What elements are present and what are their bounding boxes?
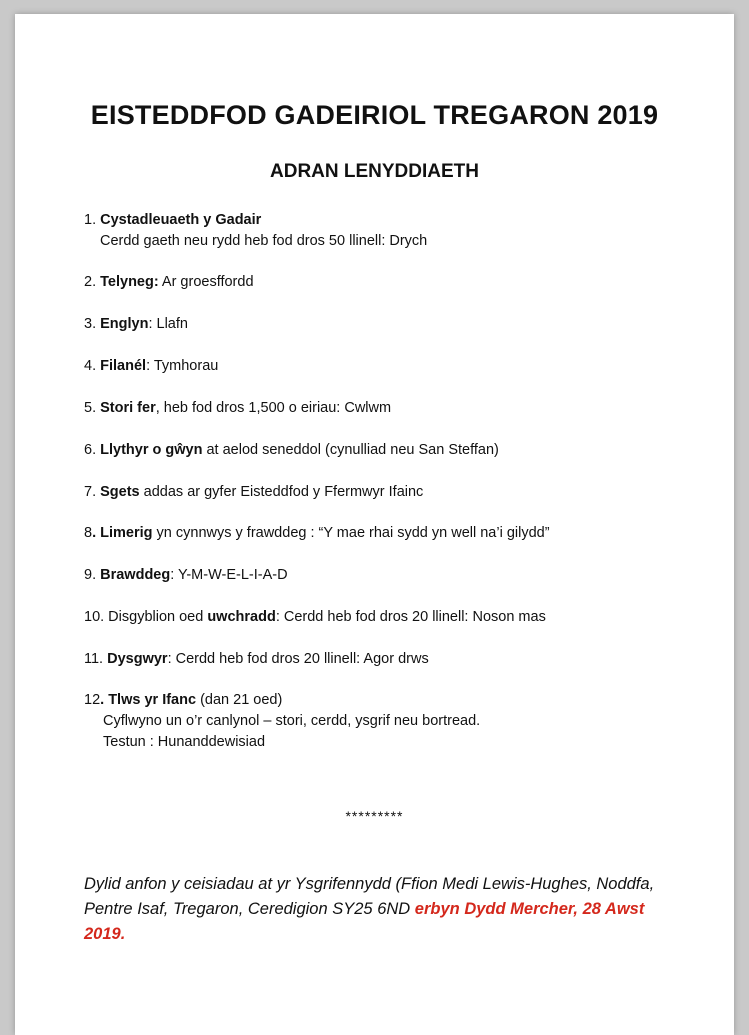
list-item-6: 6. Llythyr o gŵyn at aelod seneddol (cynulliad neu San Steffan)	[84, 442, 499, 458]
separator: *********	[345, 808, 404, 824]
submission-note	[84, 872, 684, 947]
list-item-9: 9. Brawddeg: Y-M-W-E-L-I-A-D	[84, 567, 288, 583]
list-item-1-detail: Cerdd gaeth neu rydd heb fod dros 50 llinell: Drych	[100, 233, 428, 249]
list-item-10: 10. Disgyblion oed uwchradd: Cerdd heb fod dros 20 llinell: Noson mas	[84, 609, 546, 625]
list-item-7: 7. Sgets addas ar gyfer Eisteddfod y Ffermwyr Ifainc	[84, 484, 424, 500]
deadline-text: erbyn Dydd Mercher, 28 Awst 2019.	[84, 900, 645, 943]
page-title: EISTEDDFOD GADEIRIOL TREGARON 2019	[90, 100, 659, 130]
list-item-12-topic: Testun : Hunanddewisiad	[103, 734, 266, 750]
list-item-11: 11. Dysgwyr: Cerdd heb fod dros 20 llinell: Agor drws	[84, 651, 429, 667]
list-item-4: 4. Filanél: Tymhorau	[84, 358, 219, 374]
list-item-1: 1. Cystadleuaeth y Gadair	[84, 212, 262, 228]
section-heading: ADRAN LENYDDIAETH	[270, 161, 479, 182]
submission-address: Dylid anfon y ceisiadau at yr Ysgrifennydd (Ffion Medi Lewis-Hughes, Noddfa, Pentre Isaf, Tregaron, Ceredigion SY25 6ND	[84, 875, 655, 918]
list-item-5: 5. Stori fer, heb fod dros 1,500 o eiriau: Cwlwm	[84, 400, 392, 416]
list-item-12: 12. Tlws yr Ifanc (dan 21 oed)	[84, 692, 283, 708]
list-item-8: 8. Limerig yn cynnwys y frawddeg : “Y mae rhai sydd yn well na’i gilydd”	[84, 525, 550, 541]
list-item-3: 3. Englyn: Llafn	[84, 316, 188, 332]
document-page	[15, 14, 734, 1035]
list-item-12-detail: Cyflwyno un o’r canlynol – stori, cerdd, ysgrif neu bortread.	[103, 713, 481, 729]
list-item-2: 2. Telyneg: Ar groesffordd	[84, 274, 254, 290]
